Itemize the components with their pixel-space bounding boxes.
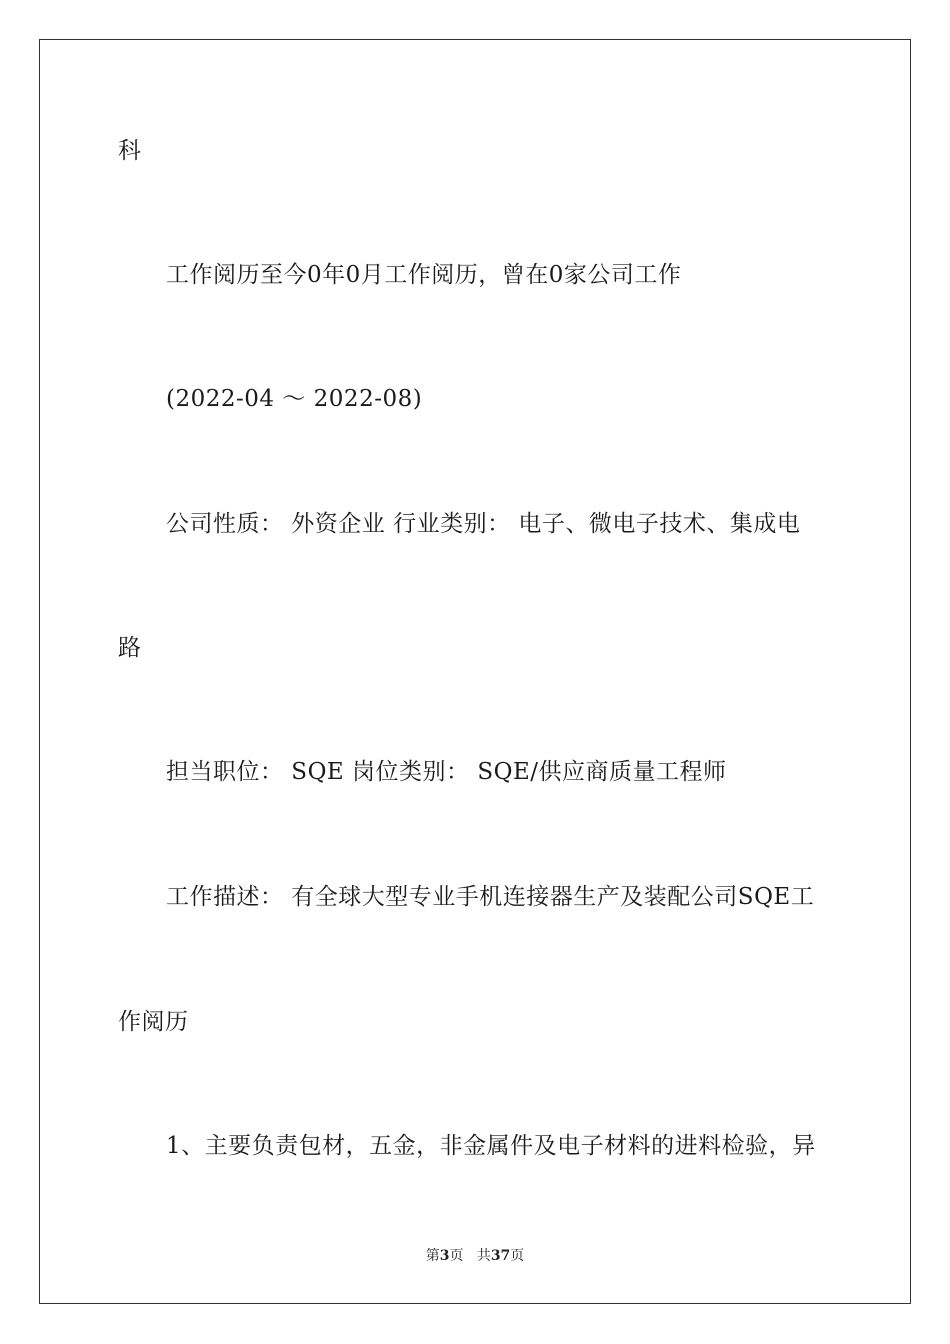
footer-page-number: 3 — [439, 1248, 450, 1264]
page-footer — [0, 1246, 950, 1266]
page-border — [39, 39, 911, 1304]
text-line-9: 1、主要负责包材，五金，非金属件及电子材料的进料检验，异 — [166, 1133, 816, 1159]
footer-total-unit: 页 — [510, 1248, 525, 1264]
footer-total-number: 37 — [490, 1248, 511, 1264]
text-line-7: 工作描述： 有全球大型专业手机连接器生产及装配公司SQE工 — [166, 884, 815, 910]
text-line-8: 作阅历 — [118, 1009, 189, 1035]
text-line-5: 路 — [118, 635, 142, 661]
text-line-4: 公司性质： 外资企业 行业类别： 电子、微电子技术、集成电 — [166, 511, 801, 537]
footer-page-unit: 页 — [449, 1248, 464, 1264]
footer-page-prefix: 第 — [425, 1248, 440, 1264]
text-line-2: 工作阅历至今0年0月工作阅历，曾在0家公司工作 — [166, 262, 682, 288]
text-line-1: 科 — [118, 138, 142, 164]
footer-total-prefix: 共 — [476, 1248, 491, 1264]
text-line-3: (2022-04 ～ 2022-08) — [166, 386, 423, 412]
text-line-6: 担当职位： SQE 岗位类别： SQE/供应商质量工程师 — [166, 759, 727, 785]
